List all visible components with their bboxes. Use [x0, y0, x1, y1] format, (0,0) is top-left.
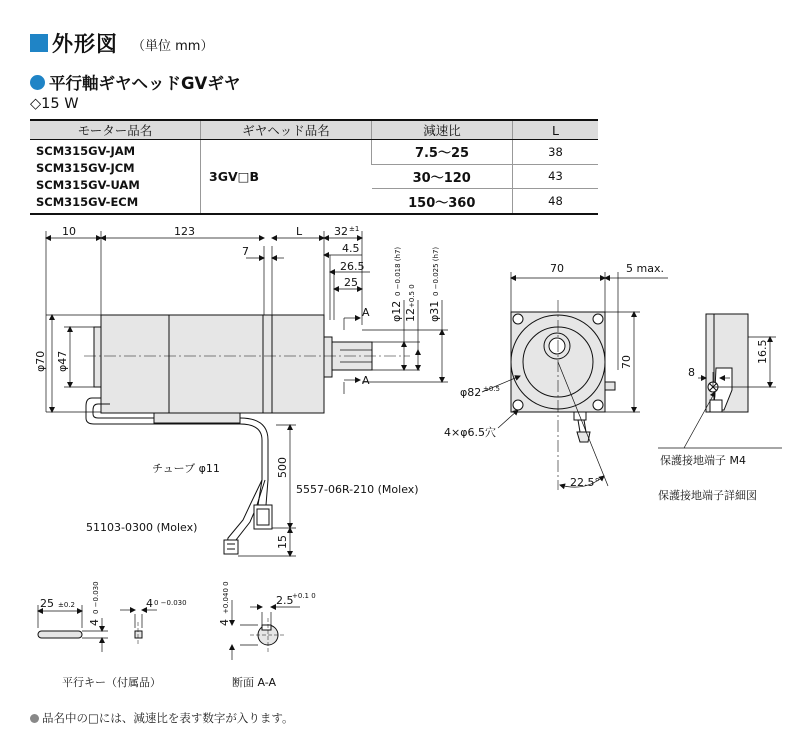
section-mark-a-top: A — [362, 306, 370, 319]
section-a-a-drawing — [232, 600, 300, 660]
section-dim-2-5-tol: +0.1 0 — [292, 592, 316, 600]
title-text: 外形図 — [52, 32, 118, 56]
motor-model: SCM315GV-ECM — [36, 195, 139, 209]
key-dim-25-tol: ±0.2 — [58, 601, 75, 609]
header-gearhead: ギヤヘッド品名 — [201, 120, 372, 140]
dim-7: 7 — [242, 245, 249, 258]
connector-1-label: 5557-06R-210 (Molex) — [296, 483, 419, 496]
dim-32-tol: ±1 — [349, 225, 360, 233]
ground-detail-caption: 保護接地端子詳細図 — [658, 489, 757, 502]
ratio-cell: 30～120 — [372, 164, 513, 189]
footnote-text: 品名中の□には、減速比を表す数字が入ります。 — [42, 711, 294, 725]
header-ratio: 減速比 — [372, 120, 513, 140]
ground-terminal-detail — [658, 314, 782, 448]
series-text: 平行軸ギヤヘッドGVギヤ — [49, 74, 241, 93]
dim-25: 25 — [344, 276, 358, 289]
connector-2-label: 51103-0300 (Molex) — [86, 521, 198, 534]
dim-123: 123 — [174, 225, 195, 238]
section-dim-2-5: 2.5 — [276, 594, 294, 607]
dim-12: 12 — [404, 308, 417, 322]
dim-phi12: φ12 — [390, 300, 403, 322]
front-dim-5-max: 5 max. — [626, 262, 664, 275]
key-top-dim-4: 4 — [146, 597, 153, 610]
motor-model: SCM315GV-JCM — [36, 161, 135, 175]
ratio-cell: 150～360 — [372, 189, 513, 214]
dim-L: L — [296, 225, 303, 238]
header-L: L — [513, 120, 599, 140]
front-dim-phi82: φ82 — [460, 386, 482, 399]
title-unit: （単位 mm） — [132, 39, 214, 54]
dim-phi47: φ47 — [56, 350, 69, 372]
section-caption: 断面 A-A — [232, 676, 277, 689]
dim-phi12-tol: 0 −0.018 (h7) — [394, 246, 402, 296]
front-holes-label: 4×φ6.5穴 — [444, 426, 496, 439]
key-dim-25: 25 — [40, 597, 54, 610]
dim-15: 15 — [276, 535, 289, 549]
key-caption: 平行キー（付属品） — [62, 676, 161, 689]
gearhead-cell: 3GV□B — [201, 140, 372, 215]
motor-model: SCM315GV-JAM — [36, 144, 136, 158]
ground-terminal-label: 保護接地端子 M4 — [660, 454, 746, 467]
dim-26-5: 26.5 — [340, 260, 365, 273]
dim-4-5: 4.5 — [342, 242, 360, 255]
dim-32: 32 — [334, 225, 348, 238]
section-mark-a-bottom: A — [362, 374, 370, 387]
section-dim-4: 4 — [218, 619, 231, 626]
dim-phi31: φ31 — [428, 300, 441, 322]
dim-phi70: φ70 — [34, 350, 47, 372]
motor-model: SCM315GV-UAM — [36, 178, 140, 192]
front-dim-phi82-tol: ±0.5 — [483, 385, 500, 393]
length-cell: 43 — [513, 164, 599, 189]
key-dim-4: 4 — [88, 619, 101, 626]
dim-500: 500 — [276, 457, 289, 478]
ratio-cell: 7.5～25 — [372, 140, 513, 165]
key-dim-4-tol: 0 −0.030 — [92, 581, 100, 614]
side-dim-16-5: 16.5 — [756, 339, 769, 364]
dim-phi31-tol: 0 −0.025 (h7) — [432, 246, 440, 296]
footnote-bullet-icon — [30, 714, 39, 723]
front-dim-70-height: 70 — [620, 355, 633, 369]
dim-12-tol: +0.5 0 — [408, 284, 416, 308]
length-cell: 38 — [513, 140, 599, 165]
side-dim-8: 8 — [688, 366, 695, 379]
power-label: ◇15 W — [30, 96, 79, 112]
front-dim-70-width: 70 — [550, 262, 564, 275]
key-top-dim-4-tol: 0 −0.030 — [154, 599, 187, 607]
tube-label: チューブ φ11 — [152, 462, 220, 475]
dim-10: 10 — [62, 225, 76, 238]
front-angle-label: 22.5° — [570, 476, 600, 489]
section-dim-4-tol: +0.040 0 — [222, 581, 230, 614]
motor-front-view — [482, 272, 668, 490]
header-motor: モーター品名 — [30, 120, 201, 140]
length-cell: 48 — [513, 189, 599, 214]
footnote — [30, 710, 293, 726]
